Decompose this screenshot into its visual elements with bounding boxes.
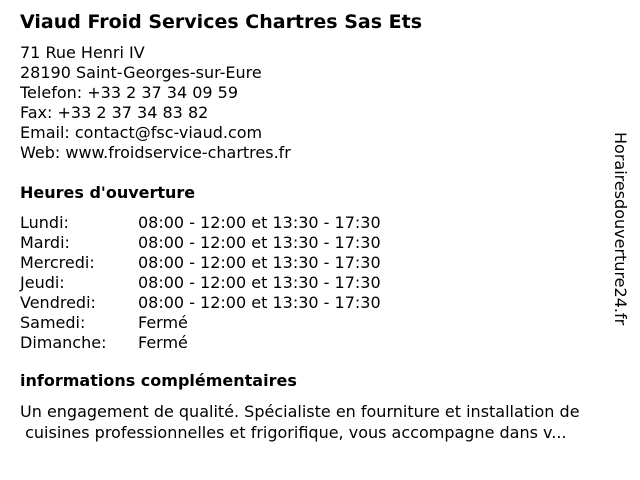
hours-row-tuesday — [20, 233, 620, 253]
hours-row-friday — [20, 293, 620, 313]
email-address[interactable]: Email: contact@fsc-viaud.com — [20, 123, 263, 142]
website-link[interactable]: Web: www.froidservice-chartres.fr — [20, 143, 291, 162]
site-watermark: Horairesdouverture24.fr — [611, 132, 630, 326]
city-address: 28190 Saint-Georges-sur-Eure — [20, 63, 262, 82]
day-hours: 08:00 - 12:00 et 13:30 - 17:30 — [138, 213, 381, 232]
phone-number[interactable]: Telefon: +33 2 37 34 09 59 — [20, 83, 239, 102]
business-name: Viaud Froid Services Chartres Sas Ets — [20, 11, 422, 33]
day-hours: 08:00 - 12:00 et 13:30 - 17:30 — [138, 233, 381, 252]
contact-block — [20, 43, 620, 163]
day-label: Vendredi: — [20, 293, 96, 312]
hours-row-saturday — [20, 313, 620, 333]
day-hours: Fermé — [138, 313, 188, 332]
hours-row-thursday — [20, 273, 620, 293]
street-address: 71 Rue Henri IV — [20, 43, 145, 62]
day-hours: 08:00 - 12:00 et 13:30 - 17:30 — [138, 253, 381, 272]
day-hours: 08:00 - 12:00 et 13:30 - 17:30 — [138, 273, 381, 292]
hours-row-monday — [20, 213, 620, 233]
day-hours: 08:00 - 12:00 et 13:30 - 17:30 — [138, 293, 381, 312]
hours-row-sunday — [20, 333, 620, 353]
day-label: Samedi: — [20, 313, 86, 332]
hours-table — [20, 213, 620, 353]
business-card — [20, 10, 620, 443]
day-label: Jeudi: — [20, 273, 65, 292]
day-label: Mardi: — [20, 233, 70, 252]
info-heading: informations complémentaires — [20, 371, 297, 390]
day-label: Dimanche: — [20, 333, 107, 352]
fax-number: Fax: +33 2 37 34 83 82 — [20, 103, 209, 122]
business-description: Un engagement de qualité. Spécialiste en fourniture et installation de cuisines professionnelles et frigorifique, vous accompagne dans v... — [20, 402, 580, 442]
hours-row-wednesday — [20, 253, 620, 273]
day-label: Mercredi: — [20, 253, 95, 272]
hours-heading: Heures d'ouverture — [20, 183, 196, 202]
day-hours: Fermé — [138, 333, 188, 352]
day-label: Lundi: — [20, 213, 69, 232]
